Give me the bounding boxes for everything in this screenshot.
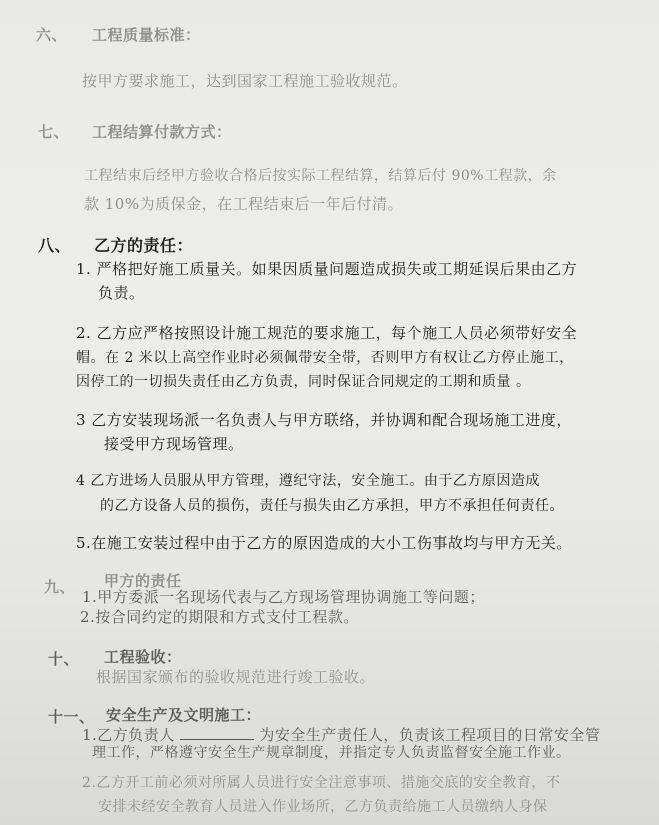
section-8-item-2-line-3: 因停工的一切损失责任由乙方负责，同时保证合同规定的工期和质量 。 — [76, 374, 531, 390]
section-6-number: 六、 — [36, 26, 68, 44]
section-8-item-1-line-2: 负责。 — [98, 284, 145, 302]
section-9-item-2: 2.按合同约定的期限和方式支付工程款。 — [80, 608, 359, 626]
section-8-item-2-line-1: 2. 乙方应严格按照设计施工规范的要求施工，每个施工人员必须带好安全 — [76, 324, 578, 342]
section-11-item-1-line-2: 理工作，严格遵守安全生产规章制度，并指定专人负责监督安全施工作业。 — [92, 745, 571, 761]
section-9-item-1: 1.甲方委派一名现场代表与乙方现场管理协调施工等问题； — [82, 588, 485, 606]
section-7-title: 工程结算付款方式： — [92, 123, 232, 141]
section-8-number: 八、 — [38, 236, 72, 255]
section-11-item-2-line-2: 安排未经安全教育人员进入作业场所，乙方负责给施工人员缴纳人身保 — [98, 799, 548, 815]
responsible-person-blank — [180, 739, 254, 740]
section-9-title: 甲方的责任 — [104, 572, 182, 590]
section-11-item-1-suffix: 为安全生产责任人，负责该工程项目的日常安全管 — [259, 726, 601, 744]
section-10-number: 十、 — [48, 650, 80, 668]
section-8-title: 乙方的责任： — [94, 236, 194, 255]
section-11-number: 十一、 — [48, 708, 95, 726]
section-11-item-1-prefix: 1.乙方负责人 — [82, 726, 175, 744]
section-8-item-4-line-2: 的乙方设备人员的损伤，责任与损失由乙方承担，甲方不承担任何责任。 — [100, 498, 564, 514]
section-8-item-1-line-1: 1. 严格把好施工质量关。如果因质量问题造成损失或工期延误后果由乙方 — [76, 260, 578, 278]
section-9-number: 九、 — [44, 578, 76, 596]
section-6-title: 工程质量标准： — [92, 26, 201, 44]
section-6-body: 按甲方要求施工，达到国家工程施工验收规范。 — [82, 72, 408, 90]
section-8-item-5: 5.在施工安装过程中由于乙方的原因造成的大小工伤事故均与甲方无关。 — [76, 534, 572, 552]
section-10-body: 根据国家颁布的验收规范进行竣工验收。 — [96, 668, 376, 686]
section-7-number: 七、 — [38, 123, 70, 141]
section-11-title: 安全生产及文明施工： — [106, 706, 262, 724]
section-8-item-4-line-1: 4 乙方进场人员服从甲方管理，遵纪守法，安全施工。由于乙方原因造成 — [76, 473, 540, 489]
section-7-line-1: 工程结束后经甲方验收合格后按实际工程结算，结算后付 90%工程款，余 — [84, 168, 557, 184]
section-7-line-2: 款 10%为质保金，在工程结束后一年后付清。 — [84, 195, 404, 213]
section-10-title: 工程验收： — [104, 648, 182, 666]
section-8-item-2-line-2: 帽。在 2 米以上高空作业时必须佩带安全带，否则甲方有权让乙方停止施工， — [76, 350, 574, 366]
section-8-item-3-line-1: 3 乙方安装现场派一名负责人与甲方联络，并协调和配合现场施工进度， — [76, 411, 572, 429]
section-8-item-3-line-2: 接受甲方现场管理。 — [104, 435, 244, 453]
section-11-item-2-line-1: 2.乙方开工前必须对所属人员进行安全注意事项、措施交底的安全教育，不 — [82, 775, 561, 791]
